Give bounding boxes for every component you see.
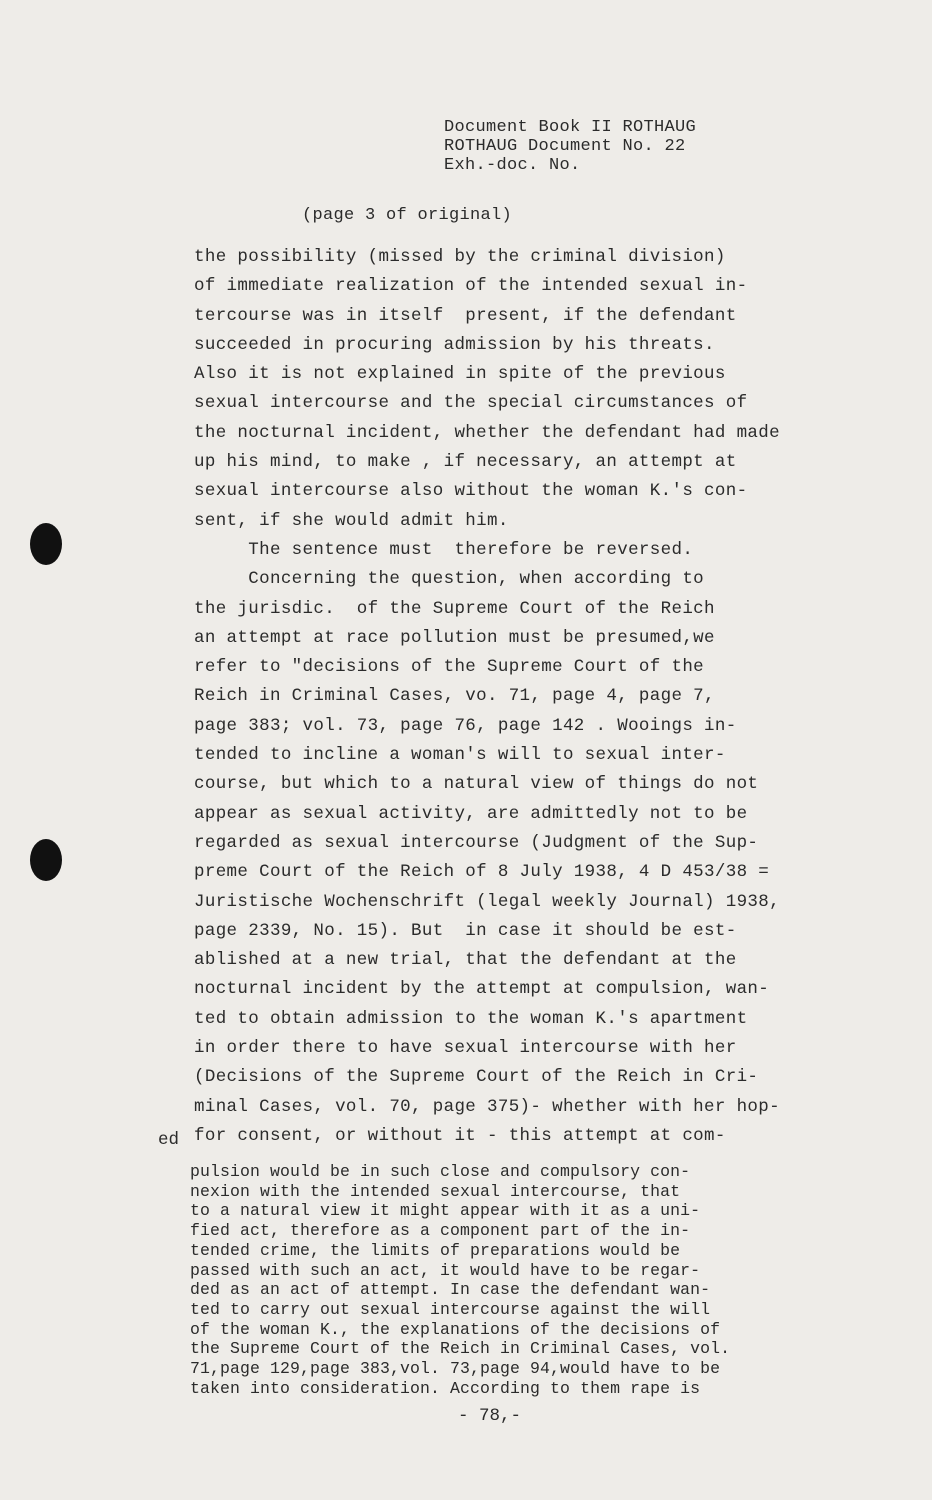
body-line: appear as sexual activity, are admittedly not to be [194, 803, 748, 824]
body-line: Concerning the question, when according to [194, 569, 705, 590]
body-line: the nocturnal incident, whether the defendant had made [194, 422, 780, 443]
small-line: passed with such an act, it would have to be regar- [190, 1260, 701, 1280]
body-line: (Decisions of the Supreme Court of the Reich in Cri- [194, 1067, 759, 1088]
small-line: nexion with the intended sexual intercourse, that [190, 1181, 681, 1201]
margin-note: ed [158, 1130, 180, 1150]
small-line: taken into consideration. According to them rape is [190, 1378, 701, 1398]
body-line: Juristische Wochenschrift (legal weekly Journal) 1938, [194, 891, 780, 912]
body-line: sexual intercourse also without the woman K.'s con- [194, 481, 748, 502]
body-line: in order there to have sexual intercourse with her [194, 1038, 737, 1059]
body-line: an attempt at race pollution must be presumed,we [194, 627, 715, 648]
body-line: regarded as sexual intercourse (Judgment of the Sup- [194, 832, 759, 853]
small-line: of the woman K., the explanations of the decisions of [190, 1319, 721, 1339]
body-text [194, 243, 844, 1151]
body-line: refer to "decisions of the Supreme Court of the [194, 657, 705, 678]
document-header [444, 118, 696, 175]
small-line: pulsion would be in such close and compulsory con- [190, 1162, 691, 1181]
body-line: Reich in Criminal Cases, vo. 71, page 4, page 7, [194, 686, 715, 707]
body-line: Also it is not explained in spite of the previous [194, 364, 726, 385]
body-line: sent, if she would admit him. [194, 510, 509, 531]
page-of-original: (page 3 of original) [302, 206, 513, 225]
body-line: tercourse was in itself present, if the defendant [194, 305, 737, 326]
body-line: up his mind, to make , if necessary, an attempt at [194, 452, 737, 473]
body-line: succeeded in procuring admission by his threats. [194, 334, 715, 355]
body-line: ted to obtain admission to the woman K.'s apartment [194, 1008, 748, 1029]
punch-hole-bottom [30, 839, 62, 881]
body-line: ablished at a new trial, that the defendant at the [194, 950, 737, 971]
header-line-1: Document Book II ROTHAUG [444, 118, 697, 137]
small-line: ted to carry out sexual intercourse against the will [190, 1299, 711, 1319]
body-line: for consent, or without it - this attempt at com- [194, 1125, 726, 1146]
page-number: - 78,- [458, 1406, 522, 1426]
body-line: tended to incline a woman's will to sexual inter- [194, 745, 726, 766]
small-line: to a natural view it might appear with it as a uni- [190, 1201, 701, 1221]
body-line: the jurisdic. of the Supreme Court of the Reich [194, 598, 715, 619]
body-line: page 2339, No. 15). But in case it should be est- [194, 920, 737, 941]
body-line: the possibility (missed by the criminal division) [194, 247, 726, 267]
body-line: nocturnal incident by the attempt at compulsion, wan- [194, 979, 770, 1000]
small-line: ded as an act of attempt. In case the defendant wan- [190, 1280, 711, 1300]
header-line-3: Exh.-doc. No. [444, 156, 581, 175]
body-line: page 383; vol. 73, page 76, page 142 . Wooings in- [194, 715, 737, 736]
punch-hole-top [30, 523, 62, 565]
body-line: course, but which to a natural view of things do not [194, 774, 759, 795]
body-line: sexual intercourse and the special circumstances of [194, 393, 748, 414]
small-line: the Supreme Court of the Reich in Criminal Cases, vol. [190, 1339, 731, 1359]
small-line: 71,page 129,page 383,vol. 73,page 94,would have to be [190, 1359, 721, 1379]
continuation-text [190, 1162, 850, 1398]
header-line-2: ROTHAUG Document No. 22 [444, 137, 686, 156]
body-line: minal Cases, vol. 70, page 375)- whether with her hop- [194, 1096, 780, 1117]
body-line: The sentence must therefore be reversed. [194, 539, 694, 560]
body-line: of immediate realization of the intended sexual in- [194, 276, 748, 297]
small-line: fied act, therefore as a component part of the in- [190, 1221, 691, 1241]
small-line: tended crime, the limits of preparations would be [190, 1240, 681, 1260]
body-line: preme Court of the Reich of 8 July 1938, 4 D 453/38 = [194, 862, 770, 883]
